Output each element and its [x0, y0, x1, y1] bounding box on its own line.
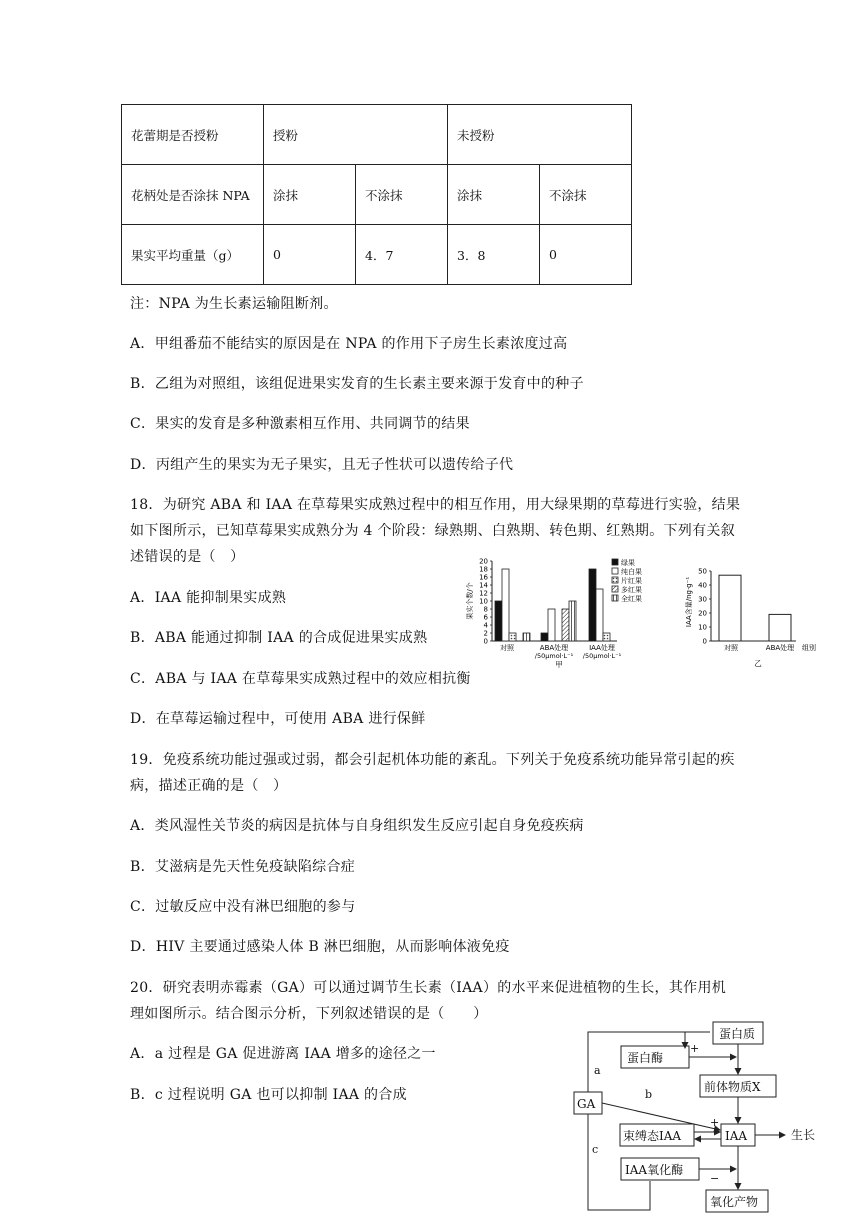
minus-sign: −: [710, 1172, 720, 1185]
iaa-label: IAA: [725, 1129, 748, 1143]
legend-swatch: [612, 568, 618, 574]
y-tick-label: 50: [698, 567, 707, 576]
table-note: 注：NPA 为生长素运输阻断剂。: [130, 296, 338, 312]
bar: [495, 601, 502, 641]
category-label-unit: /50μmol·L⁻¹: [582, 652, 622, 660]
bar: [502, 569, 509, 641]
legend-label: 全红果: [621, 595, 642, 603]
category-label: ABA处理: [765, 644, 795, 652]
bar: [569, 601, 576, 641]
legend-swatch: [612, 559, 618, 565]
iaa-content-chart: [678, 557, 828, 673]
y-tick-label: 20: [479, 557, 488, 566]
chart-caption: 乙: [754, 659, 762, 668]
protease-label: 蛋白酶: [627, 1051, 664, 1065]
q17-option-b: B．乙组为对照组，该组促进果实发育的生长素主要来源于发育中的种子: [130, 376, 584, 392]
table-cell: 涂抹: [448, 165, 540, 225]
y-tick-label: 40: [698, 581, 707, 590]
y-tick-label: 14: [479, 581, 488, 590]
precursor-label: 前体物质X: [704, 1080, 761, 1094]
bar: [548, 609, 555, 641]
q18-option-a: A．IAA 能抑制果实成熟: [130, 590, 287, 606]
y-axis-label: 果实个数/个: [466, 582, 474, 620]
bar: [541, 633, 548, 641]
q20-option-b: B．c 过程说明 GA 也可以抑制 IAA 的合成: [130, 1087, 407, 1103]
bar: [509, 633, 516, 641]
y-tick-label: 6: [483, 613, 488, 622]
protein-label: 蛋白质: [719, 1027, 756, 1041]
q18-option-b: B．ABA 能通过抑制 IAA 的合成促进果实成熟: [130, 630, 428, 646]
y-tick-label: 16: [479, 573, 488, 582]
q20-option-a: A．a 过程是 GA 促进游离 IAA 增多的途径之一: [130, 1046, 436, 1062]
y-tick-label: 0: [702, 637, 707, 646]
x-axis-label: 组别: [802, 644, 816, 652]
legend-swatch: [612, 577, 618, 583]
fruit-count-chart: [462, 553, 648, 673]
table-cell: 4．7: [356, 225, 448, 285]
q19-option-c: C．过敏反应中没有淋巴细胞的参与: [130, 899, 356, 915]
table-row: [122, 165, 632, 225]
category-label: 对照: [724, 644, 738, 652]
legend-swatch: [612, 586, 618, 592]
q19-option-b: B．艾滋病是先天性免疫缺陷综合症: [130, 859, 356, 875]
legend-label: 绿果: [621, 559, 635, 567]
table-cell: 0: [540, 225, 632, 285]
path-b-label: b: [645, 1088, 653, 1101]
table-cell: 花柄处是否涂抹 NPA: [122, 165, 264, 225]
bar: [719, 575, 741, 641]
q19-stem-line1: 19．免疫系统功能过强或过弱，都会引起机体功能的紊乱。下列关于免疫系统功能异常引起的疾: [130, 752, 735, 768]
y-tick-label: 18: [479, 565, 488, 574]
q19-option-a: A．类风湿性关节炎的病因是抗体与自身组织发生反应引起自身免疫疾病: [130, 818, 584, 834]
legend-label: 纯白果: [621, 568, 642, 576]
q18-stem-line2: 如下图所示，已知草莓果实成熟分为 4 个阶段：绿熟期、白熟期、转色期、红熟期。下列有关叙: [130, 523, 736, 539]
npa-experiment-table: [121, 104, 632, 285]
bound-iaa-label: 束缚态IAA: [623, 1129, 682, 1143]
bar: [562, 609, 569, 641]
legend-label: 多红果: [621, 586, 642, 594]
table-row: [122, 105, 632, 165]
table-cell: 授粉: [264, 105, 448, 165]
legend-swatch: [612, 595, 618, 601]
category-label-unit: /50μmol·L⁻¹: [534, 652, 574, 660]
table-cell: 0: [264, 225, 356, 285]
y-tick-label: 20: [698, 609, 707, 618]
y-tick-label: 10: [479, 597, 488, 606]
path-c-label: c: [592, 1143, 599, 1156]
q18-stem-line3: 述错误的是（ ）: [130, 549, 245, 565]
table-cell: 花蕾期是否授粉: [122, 105, 264, 165]
plus-sign-1: +: [690, 1042, 700, 1055]
table-cell: 不涂抹: [540, 165, 632, 225]
bar: [523, 633, 530, 641]
path-a-label: a: [594, 1064, 601, 1077]
y-tick-label: 8: [483, 605, 488, 614]
q17-option-c: C．果实的发育是多种激素相互作用、共同调节的结果: [130, 416, 470, 432]
q19-stem-line2: 病，描述正确的是（ ）: [130, 778, 288, 794]
y-tick-label: 4: [483, 621, 488, 630]
y-tick-label: 2: [483, 629, 488, 638]
q19-option-d: D．HIV 主要通过感染人体 B 淋巴细胞，从而影响体液免疫: [130, 939, 510, 955]
table-cell: 3．8: [448, 225, 540, 285]
q17-option-d: D．丙组产生的果实为无子果实，且无子性状可以遗传给子代: [130, 457, 514, 473]
table-cell: 未授粉: [448, 105, 632, 165]
y-axis-label: IAA含量/ng·g⁻¹: [685, 576, 693, 628]
y-tick-label: 30: [698, 595, 707, 604]
bar: [769, 614, 791, 641]
q18-option-d: D．在草莓运输过程中，可使用 ABA 进行保鲜: [130, 711, 426, 727]
table-row: [122, 225, 632, 285]
ga-iaa-mechanism-diagram: [570, 1018, 830, 1214]
q18-stem-line1: 18．为研究 ABA 和 IAA 在草莓果实成熟过程中的相互作用，用大绿果期的草莓进行实验，结果: [130, 497, 741, 513]
y-tick-label: 0: [483, 637, 488, 646]
bar: [596, 589, 603, 641]
bar: [603, 633, 610, 641]
iaa-oxidase-label: IAA氧化酶: [625, 1163, 684, 1177]
table-cell: 涂抹: [264, 165, 356, 225]
q20-stem-line2: 理如图所示。结合图示分析，下列叙述错误的是（ ）: [130, 1006, 488, 1022]
plus-sign-2: +: [710, 1116, 720, 1129]
y-tick-label: 12: [479, 589, 488, 598]
category-label: ABA处理: [539, 644, 569, 652]
table-cell: 果实平均重量（g）: [122, 225, 264, 285]
growth-label: 生长: [791, 1128, 816, 1142]
category-label: 对照: [500, 644, 514, 652]
ga-label: GA: [577, 1097, 596, 1111]
bar: [589, 569, 596, 641]
chart-caption: 甲: [555, 660, 563, 669]
table-cell: 不涂抹: [356, 165, 448, 225]
q18-option-c: C．ABA 与 IAA 在草莓果实成熟过程中的效应相抗衡: [130, 671, 471, 687]
legend-label: 片红果: [621, 577, 642, 585]
q20-stem-line1: 20．研究表明赤霉素（GA）可以通过调节生长素（IAA）的水平来促进植物的生长，其作用机: [130, 980, 727, 996]
y-tick-label: 10: [698, 623, 707, 632]
category-label: IAA处理: [589, 644, 615, 652]
q17-option-a: A．甲组番茄不能结实的原因是在 NPA 的作用下子房生长素浓度过高: [130, 336, 568, 352]
oxidation-product-label: 氧化产物: [710, 1195, 759, 1209]
